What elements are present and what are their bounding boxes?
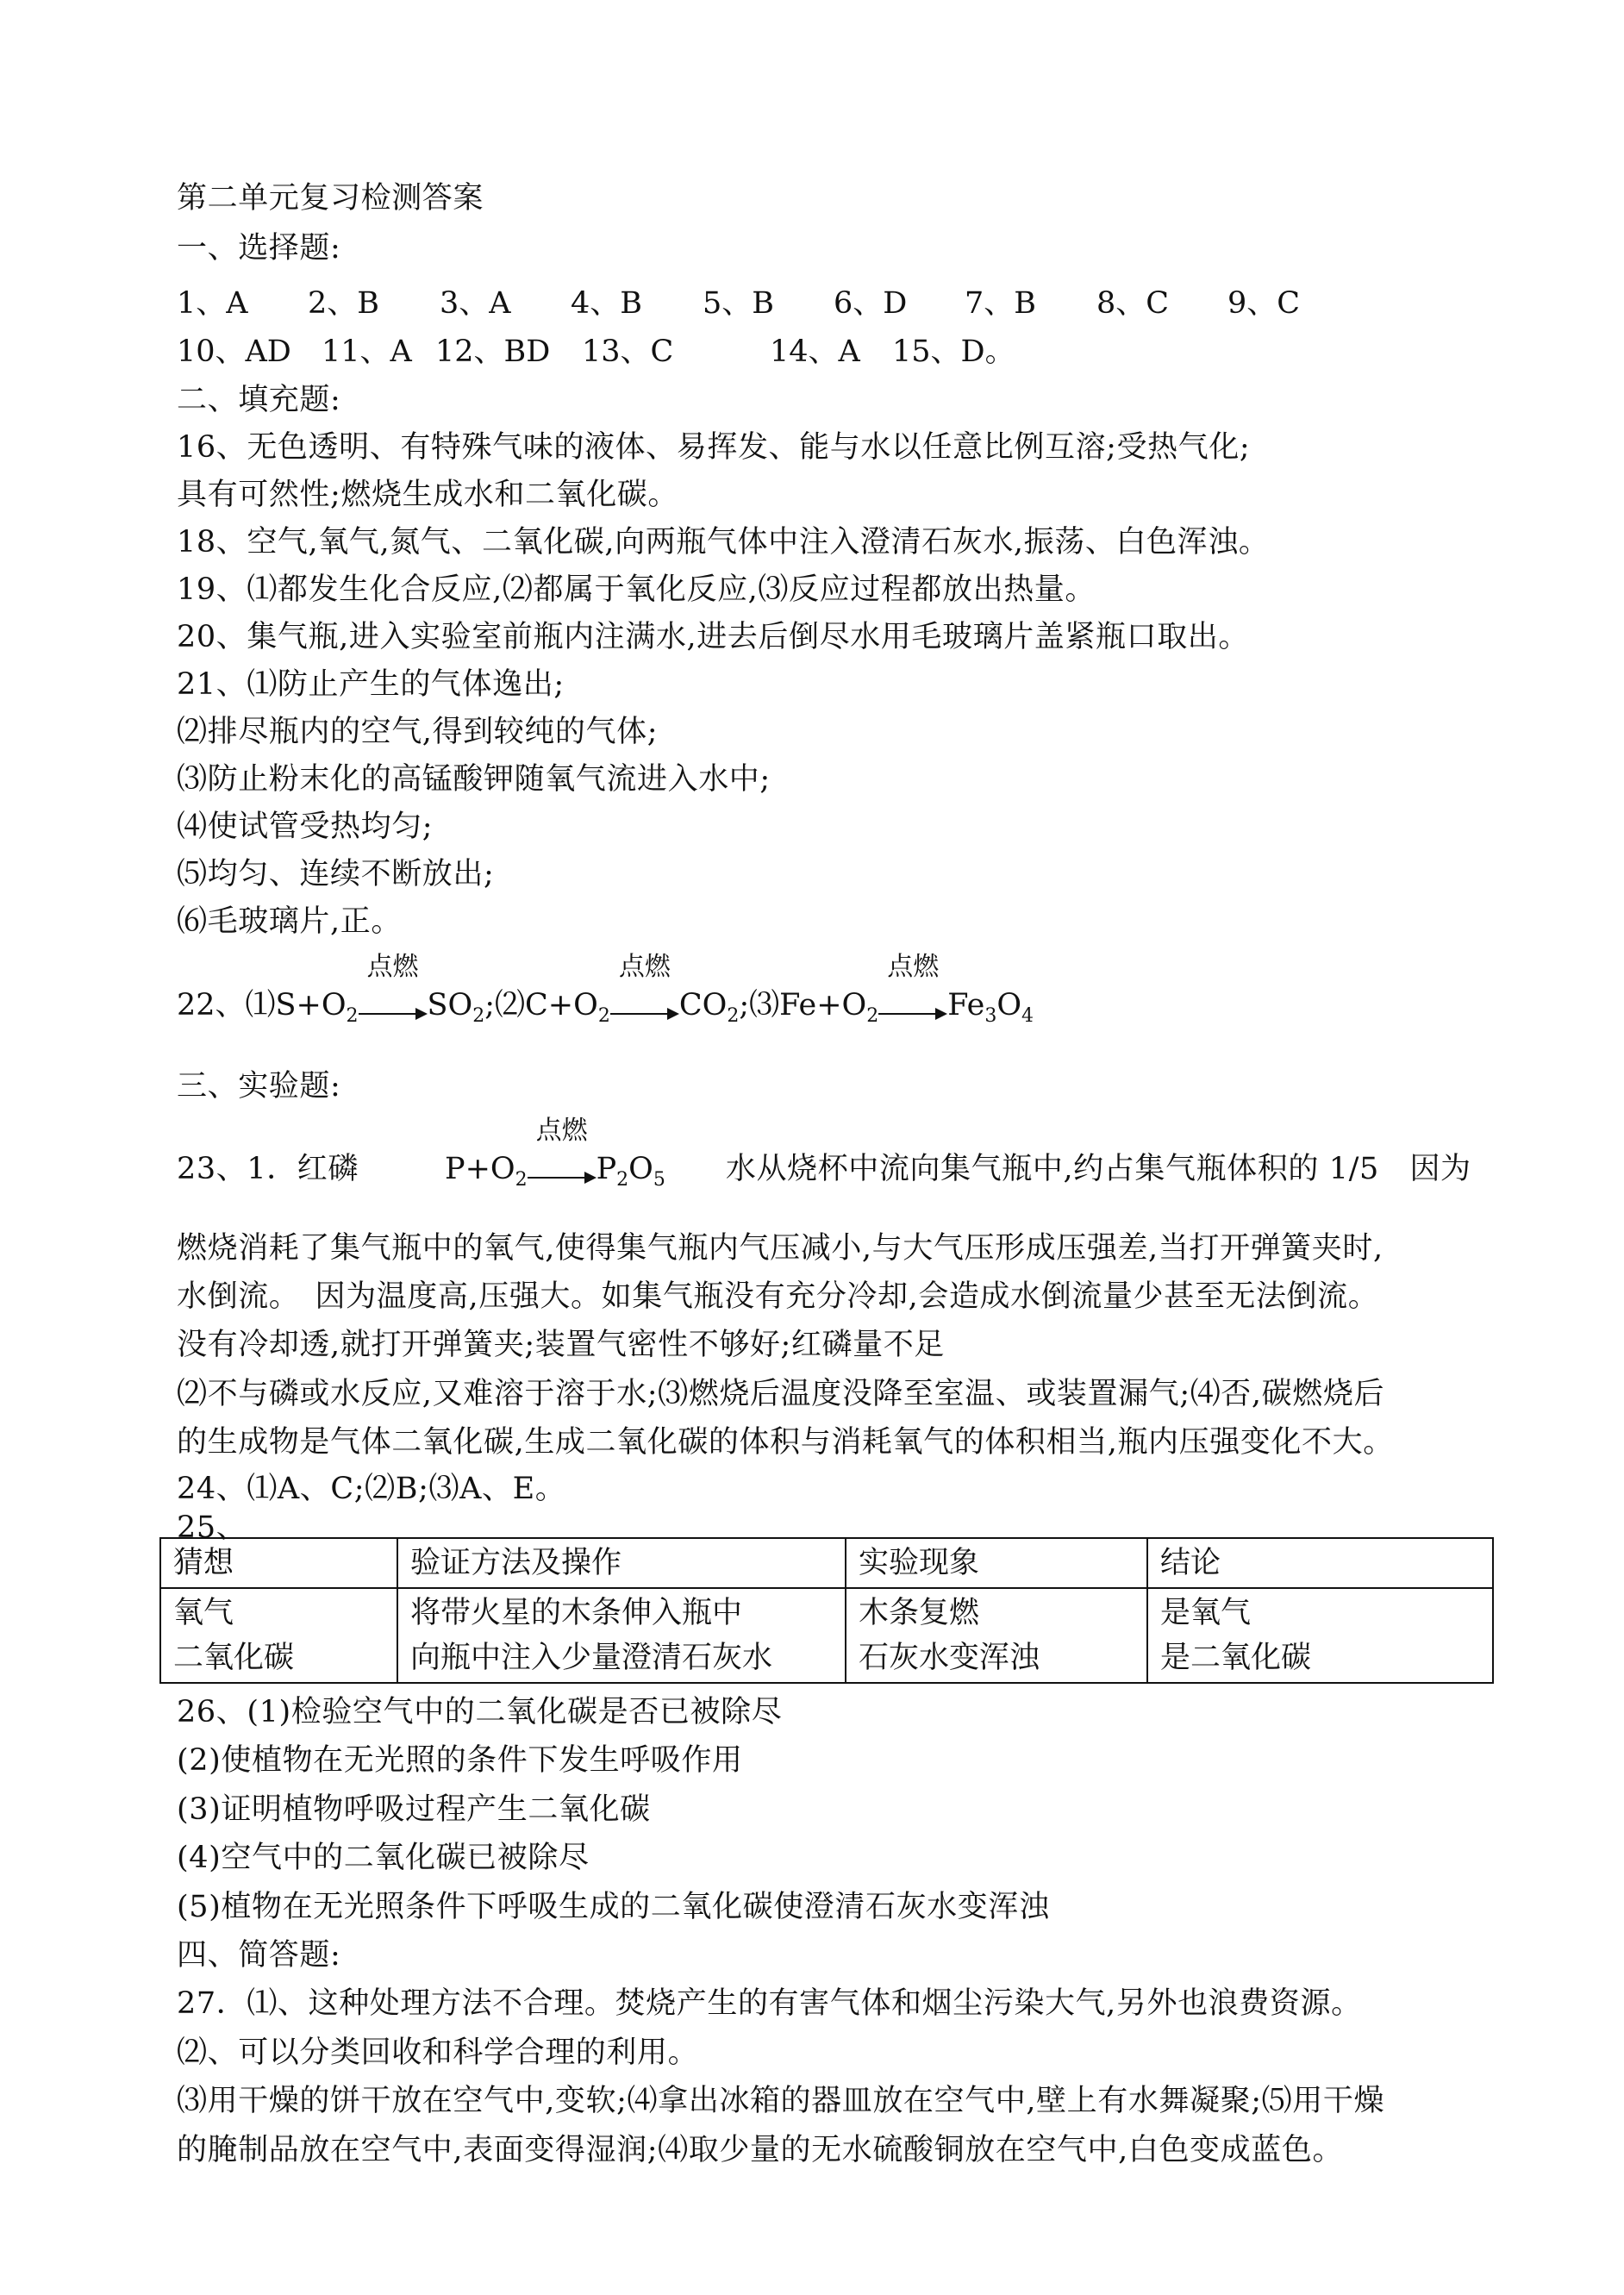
- answer-23-line-2: 燃烧消耗了集气瓶中的氧气,使得集气瓶内气压减小,与大气压形成压强差,当打开弹簧夹时,: [177, 1231, 1384, 1266]
- answer-7: 7、B: [965, 286, 1036, 321]
- cell-line: 石灰水变浑浊: [859, 1641, 1040, 1675]
- answer-26-line-3: (3)证明植物呼吸过程产生二氧化碳: [177, 1792, 651, 1827]
- subscript: 2: [727, 1005, 740, 1027]
- answer-23-line-3: 水倒流。 因为温度高,压强大。如集气瓶没有充分冷却,会造成水倒流量少甚至无法倒流。: [177, 1279, 1379, 1314]
- answer-5: 5、B: [703, 286, 774, 321]
- subscript: 3: [984, 1005, 997, 1027]
- table-header-cell: 结论: [1147, 1538, 1493, 1588]
- answer-21-line-1: 21、⑴防止产生的气体逸出;: [177, 667, 565, 702]
- cell-line: 木条复燃: [859, 1596, 980, 1630]
- answer-21-line-5: ⑸均匀、连续不断放出;: [177, 857, 495, 891]
- answer-3: 3、A: [440, 286, 511, 321]
- answer-26-line-2: (2)使植物在无光照的条件下发生呼吸作用: [177, 1743, 743, 1778]
- cell-line: 向瓶中注入少量澄清石灰水: [410, 1641, 773, 1675]
- reaction-condition: 点燃: [618, 952, 671, 982]
- reaction-1-reactants: ⑴S+O: [245, 988, 347, 1022]
- answer-23-line-6: 的生成物是气体二氧化碳,生成二氧化碳的体积与消耗氧气的体积相当,瓶内压强变化不大。: [177, 1425, 1394, 1460]
- answer-23-line-4: 没有冷却透,就打开弹簧夹;装置气密性不够好;红磷量不足: [177, 1328, 945, 1362]
- reaction-3-product-tail: O: [996, 988, 1022, 1022]
- cell-line: 是二氧化碳: [1160, 1641, 1312, 1675]
- answer-23-reactants: P+O: [445, 1152, 515, 1186]
- answer-21-line-4: ⑷使试管受热均匀;: [177, 810, 434, 844]
- document-title: 第二单元复习检测答案: [177, 181, 484, 216]
- answer-23-prefix: 23、1．红磷: [177, 1152, 359, 1186]
- answer-27-line-3: ⑶用干燥的饼干放在空气中,变软;⑷拿出冰箱的器皿放在空气中,壁上有水舞凝聚;⑸用干燥: [177, 2084, 1385, 2118]
- answer-1: 1、A: [177, 286, 248, 321]
- table-header-cell: 猜想: [160, 1538, 397, 1588]
- answer-23-product: P: [596, 1152, 617, 1186]
- answer-26-line-5: (5)植物在无光照条件下呼吸生成的二氧化碳使澄清石灰水变浑浊: [177, 1890, 1050, 1924]
- answer-21-line-6: ⑹毛玻璃片,正。: [177, 904, 402, 939]
- reaction-3-product: Fe: [947, 988, 985, 1022]
- reaction-3-reactants: ⑶Fe+O: [749, 988, 867, 1022]
- arrow-icon: [878, 999, 947, 1016]
- reaction-arrow-23: [528, 1116, 597, 1191]
- table-cell: [160, 1588, 397, 1683]
- answer-21-line-2: ⑵排尽瓶内的空气,得到较纯的气体;: [177, 715, 659, 749]
- reaction-condition: 点燃: [535, 1116, 588, 1146]
- answer-25-label: 25、: [177, 1510, 247, 1545]
- answer-14: 14、A: [770, 335, 860, 369]
- answer-15: 15、D。: [892, 335, 1015, 369]
- answer-26-line-4: (4)空气中的二氧化碳已被除尽: [177, 1841, 590, 1875]
- answer-13: 13、C: [582, 335, 674, 369]
- arrow-icon: [528, 1163, 597, 1180]
- answer-19: 19、⑴都发生化合反应,⑵都属于氧化反应,⑶反应过程都放出热量。: [177, 572, 1096, 607]
- arrow-icon: [359, 999, 428, 1016]
- answer-16-line-1: 16、无色透明、有特殊气味的液体、易挥发、能与水以任意比例互溶;受热气化;: [177, 430, 1251, 465]
- answer-12: 12、BD: [435, 335, 551, 369]
- section-heading-fill: 二、填充题:: [177, 383, 341, 417]
- answer-27-line-2: ⑵、可以分类回收和科学合理的利用。: [177, 2035, 699, 2070]
- answer-24: 24、⑴A、C;⑵B;⑶A、E。: [177, 1472, 566, 1506]
- reaction-2-product: CO: [678, 988, 728, 1022]
- separator: ;: [484, 988, 496, 1022]
- reaction-arrow-3: [878, 952, 947, 1028]
- reaction-condition: 点燃: [887, 952, 940, 982]
- subscript: 2: [472, 1005, 485, 1027]
- subscript: 2: [346, 1005, 359, 1027]
- cell-line: 是氧气: [1160, 1596, 1252, 1630]
- answer-25-table: [159, 1537, 1494, 1684]
- answer-11: 11、A: [322, 335, 412, 369]
- reaction-arrow-1: [359, 952, 428, 1028]
- table-cell: [397, 1588, 846, 1683]
- table-header-cell: 验证方法及操作: [397, 1538, 846, 1588]
- cell-line: 氧气: [173, 1596, 234, 1630]
- answer-22-equations: [177, 952, 1556, 1028]
- answer-18: 18、空气,氧气,氮气、二氧化碳,向两瓶气体中注入澄清石灰水,振荡、白色浑浊。: [177, 525, 1270, 560]
- table-cell: [846, 1588, 1147, 1683]
- cell-line: 二氧化碳: [173, 1641, 295, 1675]
- answer-9: 9、C: [1227, 286, 1301, 321]
- table-cell: [1147, 1588, 1493, 1683]
- answer-22-prefix: 22、: [177, 988, 246, 1022]
- answer-26-line-1: 26、(1)检验空气中的二氧化碳是否已被除尽: [177, 1695, 783, 1729]
- table-row: [160, 1588, 1493, 1683]
- subscript: 2: [866, 1005, 879, 1027]
- answer-6: 6、D: [834, 286, 908, 321]
- separator: ;: [739, 988, 750, 1022]
- reaction-1-product: SO: [427, 988, 473, 1022]
- subscript: 5: [653, 1169, 665, 1191]
- answer-10: 10、AD: [177, 335, 291, 369]
- answer-16-line-2: 具有可然性;燃烧生成水和二氧化碳。: [177, 478, 678, 512]
- reaction-2-reactants: ⑵C+O: [495, 988, 598, 1022]
- answer-27-line-1: 27．⑴、这种处理方法不合理。焚烧产生的有害气体和烟尘污染大气,另外也浪费资源。: [177, 1986, 1362, 2021]
- subscript: 4: [1021, 1005, 1034, 1027]
- reaction-condition: 点燃: [366, 952, 419, 982]
- answer-23-product-tail: O: [628, 1152, 653, 1186]
- answer-20: 20、集气瓶,进入实验室前瓶内注满水,进去后倒尽水用毛玻璃片盖紧瓶口取出。: [177, 620, 1249, 654]
- answer-21-line-3: ⑶防止粉末化的高锰酸钾随氧气流进入水中;: [177, 762, 771, 797]
- subscript: 2: [515, 1169, 528, 1191]
- section-heading-choice: 一、选择题:: [177, 231, 341, 266]
- reaction-arrow-2: [610, 952, 679, 1028]
- answer-2: 2、B: [308, 286, 379, 321]
- subscript: 2: [616, 1169, 629, 1191]
- answer-23-line-1: [177, 1116, 1556, 1191]
- arrow-icon: [610, 999, 679, 1016]
- answer-23-line-5: ⑵不与磷或水反应,又难溶于溶于水;⑶燃烧后温度没降至室温、或装置漏气;⑷否,碳燃烧后: [177, 1377, 1385, 1411]
- table-header-row: [160, 1538, 1493, 1588]
- answer-8: 8、C: [1096, 286, 1170, 321]
- answer-27-line-4: 的腌制品放在空气中,表面变得湿润;⑷取少量的无水硫酸铜放在空气中,白色变成蓝色。: [177, 2133, 1344, 2167]
- table-header-cell: 实验现象: [846, 1538, 1147, 1588]
- cell-line: 将带火星的木条伸入瓶中: [410, 1596, 743, 1630]
- section-heading-experiment: 三、实验题:: [177, 1069, 341, 1104]
- answer-4: 4、B: [571, 286, 642, 321]
- section-heading-short-answer: 四、简答题:: [177, 1938, 341, 1973]
- answer-23-observation: 水从烧杯中流向集气瓶中,约占集气瓶体积的 1/5 因为: [725, 1152, 1471, 1186]
- subscript: 2: [597, 1005, 610, 1027]
